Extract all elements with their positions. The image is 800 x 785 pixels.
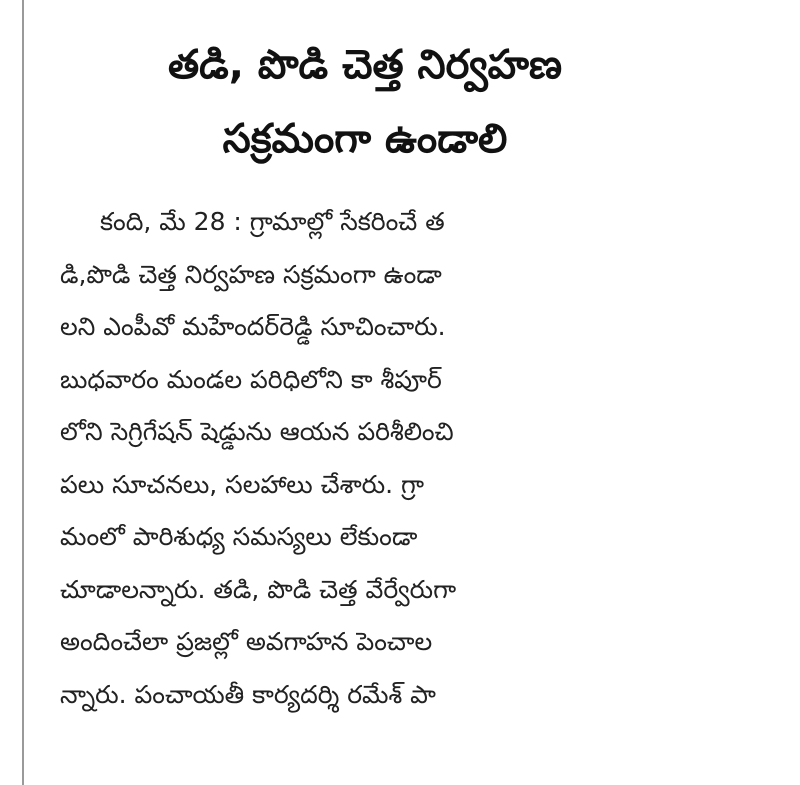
body-line: డి,పొడి చెత్త నిర్వహణ సక్రమంగా ఉండా (60, 259, 442, 289)
body-line: మంలో పారిశుధ్య సమస్యలు లేకుండా (60, 522, 418, 551)
article-body (60, 196, 670, 721)
body-line: పలు సూచనలు, సలహాలు చేశారు. గ్రా (60, 469, 425, 499)
body-line: అందించేలా ప్రజల్లో అవగాహన పెంచాల (60, 627, 433, 656)
article-headline (60, 28, 670, 176)
body-line: చూడాలన్నారు. తడి, పొడి చెత్త వేర్వేరుగా (60, 574, 457, 604)
headline-line: తడి, పొడి చెత్త నిర్వహణ (167, 42, 562, 88)
headline-line: సక్రమంగా ఉండాలి (222, 116, 508, 162)
news-article (60, 28, 670, 721)
body-line: న్నారు. పంచాయతీ కార్యదర్శి రమేశ్ పా (60, 679, 436, 709)
body-line: కంది, మే 28 : గ్రామాల్లో సేకరించే త (100, 207, 445, 236)
body-line: బుధవారం మండల పరిధిలోని కా శీపూర్ (60, 364, 442, 394)
column-divider (22, 0, 24, 785)
body-line: లోని సెగ్రిగేషన్ షెడ్డును ఆయన పరిశీలించి (60, 417, 454, 446)
body-line: లని ఎంపీవో మహేందర్‌రెడ్డి సూచించారు. (60, 312, 446, 341)
